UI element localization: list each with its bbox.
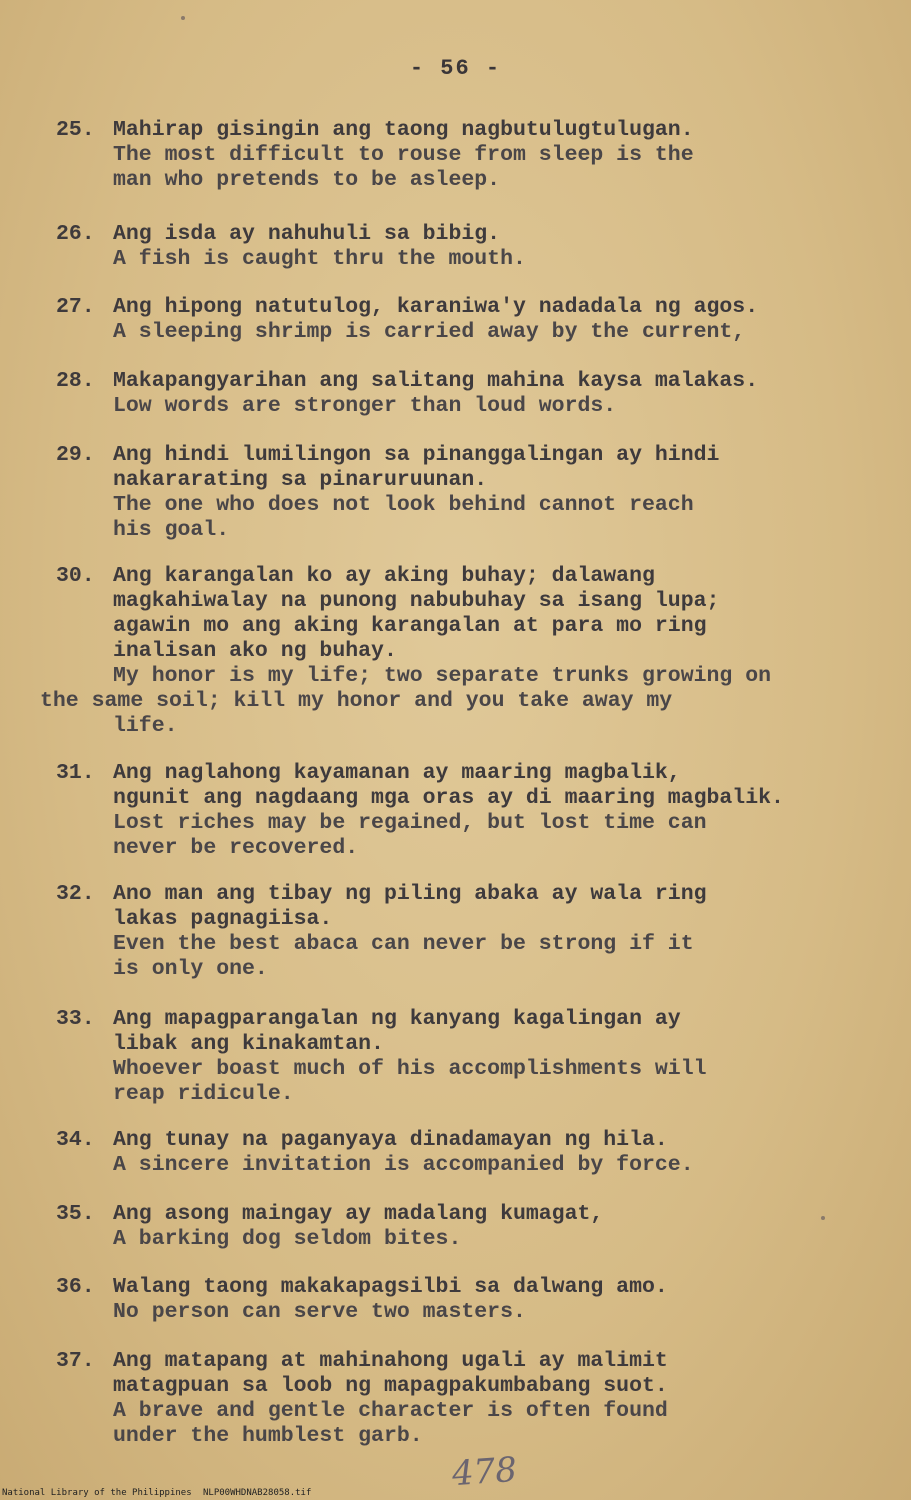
proverb-line: Ang mapagparangalan ng kanyang kagalingan ay (113, 1007, 681, 1031)
proverb-entry (56, 295, 758, 345)
proverb-number: 32. (56, 882, 95, 906)
proverb-number: 30. (56, 564, 95, 588)
proverb-line: libak ang kinakamtan. (113, 1032, 384, 1056)
translation-line: Lost riches may be regained, but lost time can (113, 811, 707, 835)
proverb-entry (56, 443, 719, 543)
proverb-entry (56, 222, 526, 272)
proverb-line: Ang tunay na paganyaya dinadamayan ng hila. (113, 1128, 668, 1152)
proverb-line: matagpuan sa loob ng mapagpakumbabang suot. (113, 1374, 668, 1398)
proverb-number: 33. (56, 1007, 95, 1031)
proverb-entry (56, 1202, 603, 1252)
translation-line: A fish is caught thru the mouth. (113, 247, 526, 271)
page-number: - 56 - (409, 56, 502, 81)
proverb-line: Ang hipong natutulog, karaniwa'y nadadala ng agos. (113, 295, 759, 319)
translation-line: life. (113, 714, 178, 738)
proverb-line: Makapangyarihan ang salitang mahina kaysa malakas. (113, 369, 759, 393)
translation-line: My honor is my life; two separate trunks growing on (113, 664, 772, 688)
translation-line: under the humblest garb. (113, 1424, 423, 1448)
translation-line: The one who does not look behind cannot reach (113, 493, 694, 517)
proverb-line: Ang karangalan ko ay aking buhay; dalawang (113, 564, 655, 588)
proverb-line: Ang hindi lumilingon sa pinanggalingan ay hindi (113, 443, 720, 467)
proverb-entry (56, 118, 694, 193)
proverb-line: Walang taong makakapagsilbi sa dalwang amo. (113, 1275, 668, 1299)
proverb-number: 31. (56, 761, 95, 785)
proverb-number: 35. (56, 1202, 95, 1226)
translation-line: reap ridicule. (113, 1082, 294, 1106)
handwritten-folio-number: 478 (450, 1449, 519, 1495)
proverb-line: lakas pagnagiisa. (113, 907, 333, 931)
proverb-entry (56, 1275, 668, 1325)
translation-line: A barking dog seldom bites. (113, 1227, 462, 1251)
translation-line: Even the best abaca can never be strong if it (113, 932, 694, 956)
proverb-number: 25. (56, 118, 95, 142)
proverb-number: 37. (56, 1349, 95, 1373)
translation-line: Whoever boast much of his accomplishments will (113, 1057, 707, 1081)
proverb-entry (56, 1128, 694, 1178)
scan-footer (0, 1486, 911, 1500)
proverb-line: Mahirap gisingin ang taong nagbutulugtulugan. (113, 118, 694, 142)
translation-line: A sincere invitation is accompanied by force. (113, 1153, 694, 1177)
paper-speck (181, 16, 185, 20)
proverb-number: 27. (56, 295, 95, 319)
proverb-line: Ang matapang at mahinahong ugali ay malimit (113, 1349, 668, 1373)
proverb-entry (40, 564, 772, 739)
proverb-number: 28. (56, 369, 95, 393)
proverb-line: agawin mo ang aking karangalan at para mo ring (113, 614, 707, 638)
proverb-line: inalisan ako ng buhay. (113, 639, 397, 663)
proverb-number: 26. (56, 222, 95, 246)
translation-line: No person can serve two masters. (113, 1300, 526, 1324)
footer-library: National Library of the Philippines (2, 1488, 192, 1498)
proverb-line: magkahiwalay na punong nabubuhay sa isang lupa; (113, 589, 720, 613)
proverb-line: Ang naglahong kayamanan ay maaring magbalik, (113, 761, 681, 785)
translation-line: the same soil; kill my honor and you take away my (40, 689, 673, 713)
translation-line: A sleeping shrimp is carried away by the current, (113, 320, 746, 344)
translation-line: is only one. (113, 957, 268, 981)
translation-line: never be recovered. (113, 836, 359, 860)
proverb-line: Ang isda ay nahuhuli sa bibig. (113, 222, 501, 246)
proverb-line: Ang asong maingay ay madalang kumagat, (113, 1202, 604, 1226)
translation-line: his goal. (113, 518, 230, 542)
proverb-entry (56, 761, 784, 861)
proverb-line: ngunit ang nagdaang mga oras ay di maaring magbalik. (113, 786, 784, 810)
footer-filename: NLP00WHDNAB28058.tif (203, 1488, 312, 1498)
proverb-number: 36. (56, 1275, 95, 1299)
translation-line: man who pretends to be asleep. (113, 168, 501, 192)
proverb-line: Ano man ang tibay ng piling abaka ay wala ring (113, 882, 707, 906)
proverb-number: 34. (56, 1128, 95, 1152)
paper-speck (821, 1216, 825, 1220)
proverb-entry (56, 369, 758, 419)
translation-line: Low words are stronger than loud words. (113, 394, 617, 418)
proverb-entry (56, 1007, 707, 1107)
proverb-entry (56, 1349, 668, 1449)
proverb-line: nakararating sa pinaruruunan. (113, 468, 488, 492)
translation-line: A brave and gentle character is often found (113, 1399, 668, 1423)
translation-line: The most difficult to rouse from sleep is the (113, 143, 694, 167)
proverb-entry (56, 882, 707, 982)
proverb-number: 29. (56, 443, 95, 467)
